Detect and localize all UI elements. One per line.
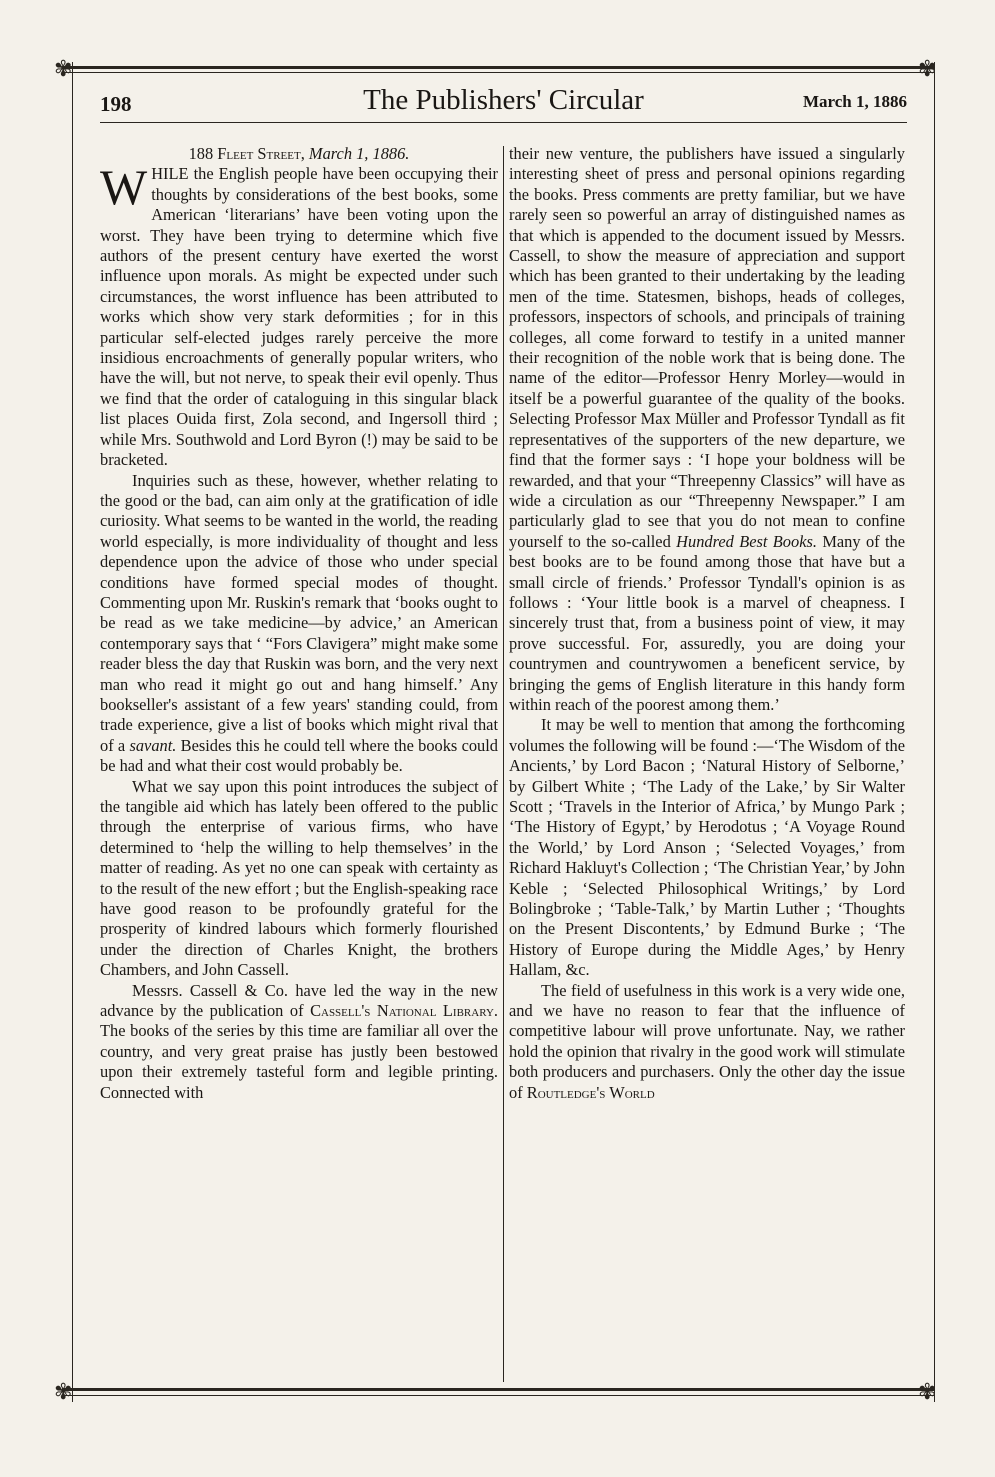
paragraph: What we say upon this point introduces the subject of the tangible aid which has lately been offered to the public through the enterprise of various firms, who have determined to ‘help the willing to help themselves’ in the matter of reading. As yet no one can speak with certainty as to the result of the new effort ; but the English-speaking race have good reason to be profoundly grateful for the prosperity of kindred labours which formerly flourished under the direction of Charles Knight, the brothers Chambers, and John Cassell. bbox=[100, 776, 498, 980]
paragraph-text: Besides this he could tell where the books could be had and what their cost would probably be. bbox=[100, 735, 498, 776]
publication-title: The Publishers' Circular bbox=[363, 84, 644, 116]
page-number: 198 bbox=[100, 92, 132, 116]
paragraph bbox=[100, 159, 498, 470]
series-name: Routledge's World bbox=[526, 1082, 655, 1102]
corner-ornament-icon: ✾ bbox=[54, 1379, 73, 1404]
corner-ornament-icon: ✾ bbox=[918, 56, 937, 81]
paragraph: It may be well to mention that among the forthcoming volumes the following will be found :—‘The Wisdom of the Ancients,’ by Lord Bacon ; ‘Natural History of Selborne,’ by Gilbert White ; ‘The Lady of the Lake,’ by Sir Walter Scott ; ‘Travels in the Interior of Africa,’ by Mungo Park ; ‘The History of Egypt,’ by Herodotus ; ‘A Voyage Round the World,’ by Lord Anson ; ‘Selected Voyages,’ from Richard Hakluyt's Collection ; ‘The Christian Year,’ by John Keble ; ‘Selected Philosophical Writings,’ by Lord Bolingbroke ; ‘Table-Talk,’ by Martin Luther ; ‘Thoughts on the Present Discontents,’ by Edmund Burke ; ‘The History of Europe during the Middle Ages,’ by Henry Hallam, &c. bbox=[509, 715, 905, 980]
paragraph-text: The books of the series by this time are familiar all over the country, and very great praise has justly been bestowed upon their extremely tasteful form and legible printing. Connected with bbox=[100, 1021, 498, 1102]
paragraph-text: The field of usefulness in this work is a very wide one, and we have no reason to fear that the influence of competitive labour will prove unfortunate. Nay, we rather hold the opinion that rivalry in the good work will stimulate both producers and purchasers. Only the other day the issue of bbox=[509, 980, 905, 1102]
paragraph bbox=[509, 981, 905, 1103]
running-header bbox=[100, 84, 907, 124]
paragraph bbox=[100, 981, 498, 1103]
corner-ornament-icon: ✾ bbox=[54, 56, 73, 81]
paragraph-text: Inquiries such as these, however, whether relating to the good or the bad, can aim only at the gratification of idle curiosity. What seems to be wanted in the world, the reading world especially, is more individuality of thought and less dependence upon the advice of those who under special conditions have formed special modes of thought. Commenting upon Mr. Ruskin's remark that ‘books ought to be read as we take medicine—by advice,’ an American contemporary says that ‘ “Fors Clavigera” might make some reader bless the day that Ruskin was born, and the very next man who read it might go out and hang himself.’ Any bookseller's assistant of a few years' standing could, from trade experience, give a list of books which might rival that of a bbox=[100, 470, 498, 755]
paragraph-text: HILE the English people have been occupying their thoughts by considerations of the best books, some American ‘literarians’ have been voting upon the worst. They have been trying to determine which five authors of the present century have exerted the worst influence upon morals. As might be expected under such circumstances, the worst influence has been attributed to works which show very stark deformities ; for in this particular self-elected judges rarely perceive the more insidious encroachments of generally popular writers, who have the will, but not nerve, to speak their evil openly. Thus we find that the order of cataloguing in this singular black list places Ouida first, Zola second, and Ingersoll third ; while Mrs. Southwold and Lord Byron (!) may be said to be bracketed. bbox=[100, 164, 498, 470]
top-border-rule-thin bbox=[62, 72, 935, 73]
drop-cap: W bbox=[100, 159, 148, 216]
italic-term: savant. bbox=[129, 735, 177, 755]
left-border-rule bbox=[72, 62, 73, 1402]
header-rule bbox=[100, 122, 907, 123]
bottom-border-rule bbox=[62, 1388, 935, 1391]
left-column bbox=[100, 144, 498, 1103]
paragraph bbox=[509, 144, 905, 715]
dateline-date: March 1, 1886. bbox=[308, 144, 410, 163]
right-border-rule bbox=[934, 62, 935, 1402]
italic-title: Hundred Best Books. bbox=[676, 531, 817, 551]
dateline-place: 188 Fleet Street, bbox=[188, 144, 305, 163]
bottom-border-rule-thin bbox=[62, 1395, 935, 1396]
series-name: Cassell's National Library. bbox=[310, 1001, 498, 1021]
paragraph-text: their new venture, the publishers have issued a singularly interesting sheet of press and personal opinions regarding the books. Press comments are pretty familiar, but we have rarely seen so powerful an array of distinguished names as that which is appended to the document issued by Messrs. Cassell, to show the measure of appreciation and support which has been granted to their undertaking by the leading men of the time. Statesmen, bishops, heads of colleges, professors, inspectors of schools, and principals of training colleges, all come forward to testify in a united manner their recognition of the noble work that is being done. The name of the editor—Professor Henry Morley—would in itself be a powerful guarantee of the quality of the books. Selecting Professor Max Müller and Professor Tyndall as fit representatives of the supporters of the new departure, we find that the former says : ‘I hope your boldness will be rewarded, and that your “Threepenny Classics” will have as wide a circulation as our “Threepenny Newspaper.” I am particularly glad to see that you do not mean to confine yourself to the so-called bbox=[509, 144, 905, 551]
top-border-rule bbox=[62, 66, 935, 69]
issue-date: March 1, 1886 bbox=[802, 92, 907, 111]
paragraph bbox=[100, 471, 498, 777]
column-separator bbox=[503, 146, 504, 1382]
right-column bbox=[509, 144, 905, 1103]
paragraph-text: Many of the best books are to be found among those that have but a small circle of friends.’ Professor Tyndall's opinion is as follows : ‘Your little book is a marvel of cheapness. I sincerely trust that, from a business point of view, it may prove successful. For, assuredly, you are doing your countrymen and countrywomen a beneficent service, by bringing the gems of English literature in this handy form within reach of the poorest among them.’ bbox=[509, 531, 905, 714]
corner-ornament-icon: ✾ bbox=[918, 1379, 937, 1404]
paragraph-text: Messrs. Cassell & Co. have led the way in the new advance by the publication of bbox=[100, 980, 498, 1021]
dateline bbox=[100, 144, 498, 164]
